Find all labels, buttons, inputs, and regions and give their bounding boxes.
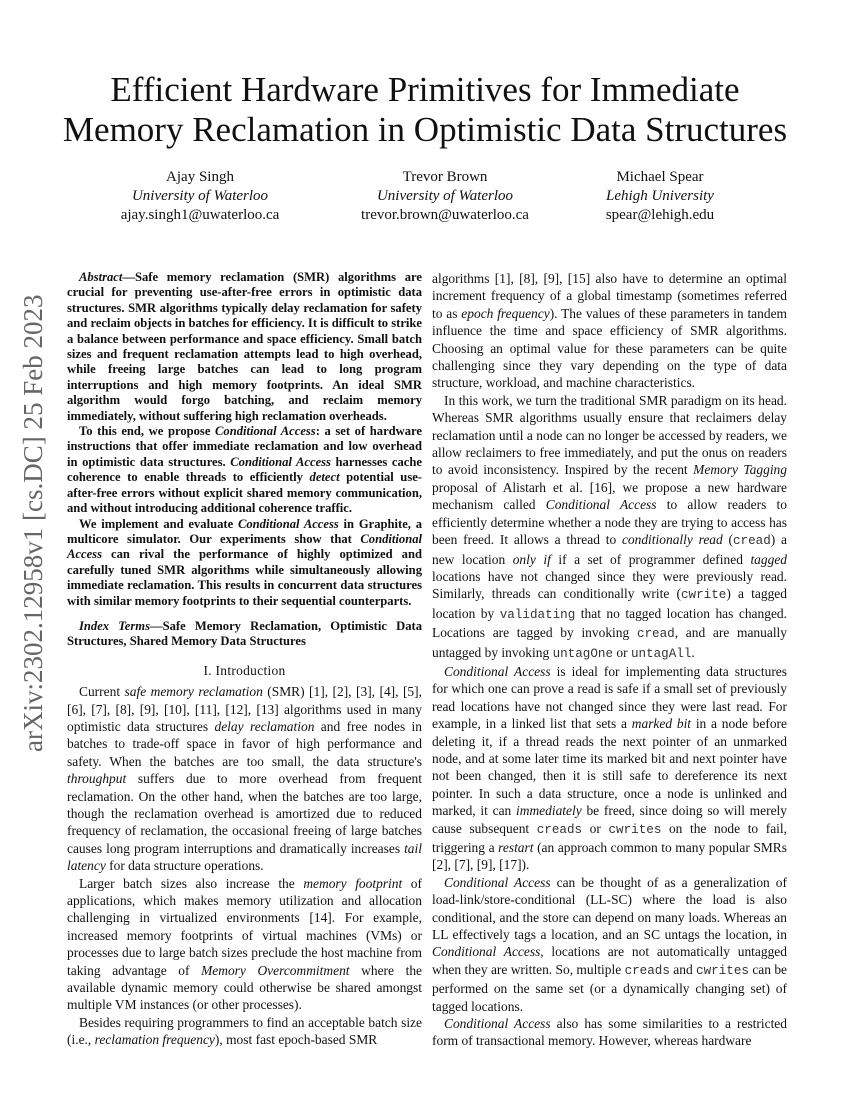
author-block xyxy=(345,168,545,225)
section-heading: I. Introduction xyxy=(203,662,286,678)
body-paragraph: algorithms [1], [8], [9], [15] also have to determine an optimal increment frequency of a global timestamp (sometimes referred to as epoch frequency). The values of these parameters in tandem influence the time and space efficiency of SMR algorithms. Choosing an optimal value for these parameters can be quite challenging since they vary depending on the type of data structure, workload, and machine characteristics. xyxy=(432,271,787,391)
arxiv-stamp xyxy=(14,292,54,752)
author-affiliation: Lehigh University xyxy=(606,188,714,204)
author-affiliation: University of Waterloo xyxy=(131,188,269,204)
author-name: Ajay Singh xyxy=(166,169,234,185)
author-block xyxy=(100,168,300,225)
abstract-paragraph: Abstract—Safe memory reclamation (SMR) algorithms are crucial for preventing use-after-free errors in optimistic data structures. SMR algorithms typically delay reclamation for safety and reclaim objects in batches for efficiency. It is difficult to strike a balance between performance and space efficiency. Small batch sizes and frequent reclamation attempts lead to high overhead, while freeing large batches can lead to long program interruptions and high memory footprints. An ideal SMR algorithm would forgo batching, and reclaim memory immediately, without suffering high reclamation overheads. xyxy=(67,270,422,423)
author-email: spear@lehigh.edu xyxy=(605,207,715,223)
paper-title: Efficient Hardware Primitives for Immediate Memory Reclamation in Optimistic Data Structures xyxy=(62,70,788,149)
author-name: Michael Spear xyxy=(616,169,704,185)
body-paragraph: Conditional Access is ideal for implementing data structures for which one can prove a read is safe if a small set of previously read locations have not changed since they were last read. For example, in a linked list that sets a marked bit in a node before deleting it, if a thread reads the next pointer of an unmarked node, and at some later time its marked bit and next pointer have not been changed, then it is still safe to dereference its next pointer. In such a data structure, once a node is unlinked and marked, it can immediately be freed, since doing so will merely cause subsequent creads or cwrites on the node to fail, triggering a restart (an approach common to many popular SMRs [2], [7], [9], [17]). xyxy=(432,663,787,873)
author-block xyxy=(560,168,760,225)
right-column xyxy=(432,270,787,1050)
body-paragraph: Current safe memory reclamation (SMR) [1], [2], [3], [4], [5], [6], [7], [8], [9], [10], [11], [12], [13] algorithms used in many optimistic data structures delay reclamation and free nodes in batches to trade-off space in favor of high performance and safety. When the batches are too small, the data structure's throughput suffers due to more overhead from frequent reclamation. On the other hand, when the batches are too large, though the reclamation overhead is amortized due to reduced frequency of reclamation, the occasional freeing of large batches causes long program interruptions and dramatically increases tail latency for data structure operations. xyxy=(67,684,422,874)
author-name: Trevor Brown xyxy=(402,169,488,185)
body-paragraph: Besides requiring programmers to find an acceptable batch size (i.e., reclamation frequency), most fast epoch-based SMR xyxy=(67,1014,422,1048)
index-terms: Index Terms—Safe Memory Reclamation, Optimistic Data Structures, Shared Memory Data Structures xyxy=(67,618,422,649)
abstract-paragraph: We implement and evaluate Conditional Access in Graphite, a multicore simulator. Our experiments show that Conditional Access can rival the performance of highly optimized and carefully tuned SMR algorithms while simultaneously allowing immediate reclamation. This results in concurrent data structures with similar memory footprints to their sequential counterparts. xyxy=(67,516,422,608)
abstract-paragraph: To this end, we propose Conditional Access: a set of hardware instructions that offer immediate reclamation and low overhead in optimistic data structures. Conditional Access harnesses cache coherence to enable threads to efficiently detect potential use-after-free errors without explicit shared memory communication, and without introducing additional coherence traffic. xyxy=(67,424,423,516)
body-paragraph: Conditional Access can be thought of as a generalization of load-link/store-conditional (LL-SC) where the load is also conditional, and the store can depend on many loads. Whereas an LL effectively tags a location, and an SC untags the location, in Conditional Access, locations are not automatically untagged when they are written. So, multiple creads and cwrites can be performed on the same set (or a dynamically changing set) of tagged locations. xyxy=(432,874,788,1014)
body-paragraph: Larger batch sizes also increase the memory footprint of applications, which makes memory utilization and allocation challenging in virtualized environments [14]. For example, increased memory footprints of virtual machines (VMs) or processes due to large batch sizes preclude the host machine from taking advantage of Memory Overcommitment where the available dynamic memory could otherwise be shared amongst multiple VM instances (or other processes). xyxy=(67,875,423,1013)
author-email: trevor.brown@uwaterloo.ca xyxy=(361,207,529,223)
author-affiliation: University of Waterloo xyxy=(376,188,514,204)
body-paragraph: Conditional Access also has some similarities to a restricted form of transactional memory. However, whereas hardware xyxy=(432,1016,787,1049)
left-column xyxy=(67,270,422,1049)
body-paragraph: In this work, we turn the traditional SMR paradigm on its head. Whereas SMR algorithms usually ensure that reclaimers delay reclamation until a node can no longer be accessed by readers, we allow reclaimers to free immediately, and put the onus on readers to avoid inconsistency. Inspired by the recent Memory Tagging proposal of Alistarh et al. [16], we propose a new hardware mechanism called Conditional Access to allow readers to efficiently determine whether a node they are trying to access has been freed. It allows a thread to conditionally read (cread) a new location only if if a set of programmer defined tagged locations have not changed since they were previously read. Similarly, threads can conditionally write (cwrite) a tagged location by validating that no tagged location has changed. Locations are tagged by invoking cread, and are manually untagged by invoking untagOne or untagAll. xyxy=(432,392,788,661)
author-email: ajay.singh1@uwaterloo.ca xyxy=(120,207,280,223)
arxiv-id: arXiv:2302.12958v1 [cs.DC] 25 Feb 2023 xyxy=(18,294,48,752)
